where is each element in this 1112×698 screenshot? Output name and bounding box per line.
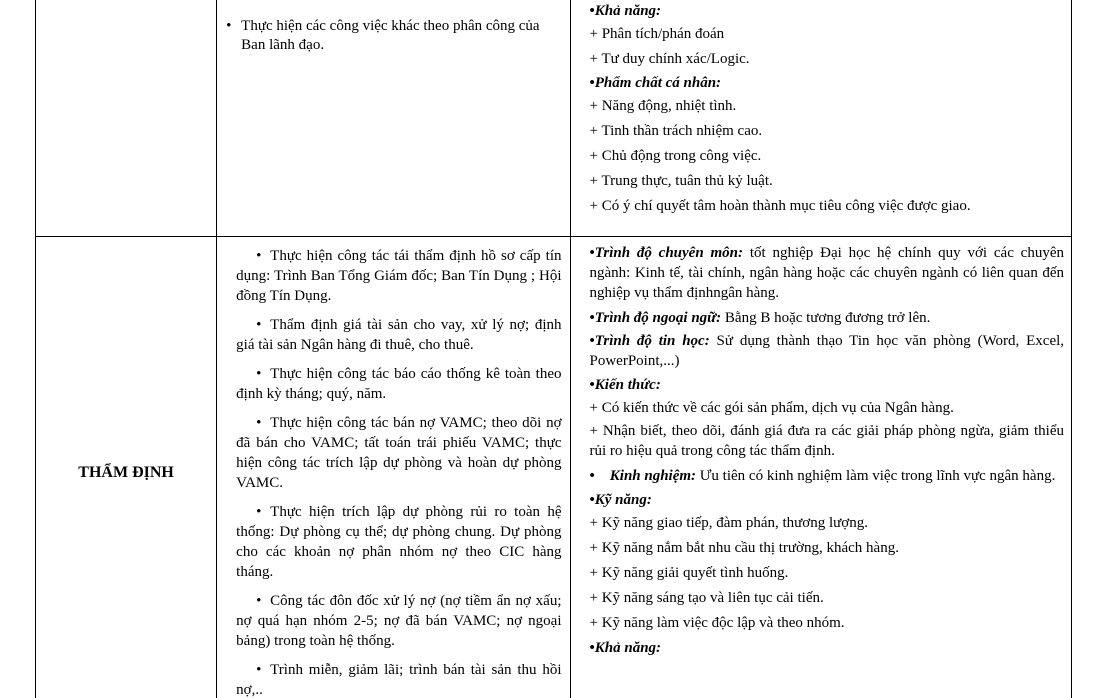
- table-row: [36, 237, 1072, 698]
- it-requirement: •Trình độ tin học: Sử dụng thành thạo Tin học văn phòng (Word, Excel, PowerPoint,...): [589, 333, 1065, 369]
- requirements-cell: [570, 0, 1072, 237]
- requirements-cell: [570, 237, 1072, 698]
- section-heading: •Khả năng:: [589, 3, 662, 19]
- list-item: + Chủ động trong công việc.: [589, 148, 762, 164]
- duties-list: [217, 237, 569, 698]
- list-item: • Công tác đôn đốc xử lý nợ (nợ tiềm ẩn nợ xấu; nợ quá hạn nhóm 2-5; nợ đã bán VAMC; nợ ngoại bảng) trong toàn hệ thống.: [236, 593, 562, 649]
- list-item: + Năng động, nhiệt tình.: [589, 98, 737, 114]
- list-item: + Có kiến thức về các gói sản phẩm, dịch vụ của Ngân hàng.: [589, 400, 954, 416]
- education-requirement: •Trình độ chuyên môn: tốt nghiệp Đại học hệ chính quy với các chuyên ngành: Kinh tế, tài chính, ngân hàng hoặc các chuyên ngành có liên quan đến nghiệp vụ thẩm địnhngân hàng.: [589, 245, 1064, 301]
- list-item: + Trung thực, tuân thủ kỷ luật.: [589, 173, 773, 189]
- section-heading: •Kỹ năng:: [589, 492, 652, 508]
- list-item: • Thẩm định giá tài sản cho vay, xử lý nợ; định giá tài sản Ngân hàng đi thuê, cho thuê.: [236, 317, 562, 353]
- list-item: + Kỹ năng sáng tạo và liên tục cải tiến.: [589, 590, 824, 606]
- list-item: + Kỹ năng giao tiếp, đàm phán, thương lượng.: [589, 515, 868, 531]
- requirements-block: [571, 237, 1072, 659]
- list-item: • Thực hiện các công việc khác theo phân công của Ban lãnh đạo.: [223, 17, 561, 55]
- list-item: + Tinh thần trách nhiệm cao.: [589, 123, 763, 139]
- list-item: + Phân tích/phán đoán: [589, 26, 725, 42]
- section-heading: •Phẩm chất cá nhân:: [589, 75, 722, 91]
- list-item: • Thực hiện trích lập dự phòng rủi ro toàn hệ thống: Dự phòng cụ thể; dự phòng chung. Dự phòng cho các khoản nợ phân nhóm nợ theo CIC hàng tháng.: [236, 504, 562, 580]
- department-cell: [36, 0, 217, 237]
- section-heading: •Khả năng:: [589, 640, 662, 656]
- duties-cell: [217, 0, 570, 237]
- requirements-block: [571, 0, 1072, 219]
- list-item: • Thực hiện công tác tái thẩm định hồ sơ cấp tín dụng: Trình Ban Tổng Giám đốc; Ban Tín Dụng ; Hội đồng Tín Dụng.: [236, 248, 562, 304]
- section-heading: •Kiến thức:: [589, 377, 661, 393]
- list-item: + Kỹ năng làm việc độc lập và theo nhóm.: [589, 615, 845, 631]
- list-item: + Kỹ năng nắm bắt nhu cầu thị trường, khách hàng.: [589, 540, 899, 556]
- duties-list: [217, 0, 569, 55]
- experience-requirement: • Kinh nghiệm: Ưu tiên có kinh nghiệm làm việc trong lĩnh vực ngân hàng.: [589, 468, 1056, 484]
- language-requirement: •Trình độ ngoại ngữ: Bằng B hoặc tương đương trở lên.: [589, 310, 931, 326]
- department-title: THẨM ĐỊNH: [78, 464, 174, 481]
- duties-cell: [217, 237, 570, 698]
- department-cell: [36, 237, 217, 698]
- list-item: • Thực hiện công tác báo cáo thống kê toàn theo định kỳ tháng; quý, năm.: [236, 366, 562, 402]
- list-item: + Tư duy chính xác/Logic.: [589, 51, 750, 67]
- list-item: • Thực hiện công tác bán nợ VAMC; theo dõi nợ đã bán cho VAMC; tất toán trái phiếu VAMC; thực hiện công tác trích lập dự phòng và hoàn dự phòng VAMC.: [236, 415, 562, 491]
- list-item: + Nhận biết, theo dõi, đánh giá đưa ra các giải pháp phòng ngừa, giảm thiểu rủi ro hiệu quả trong công tác thẩm định.: [589, 423, 1064, 459]
- list-item: • Trình miễn, giảm lãi; trình bán tài sản thu hồi nợ,..: [236, 662, 562, 698]
- table-row: [36, 0, 1072, 237]
- list-item: + Kỹ năng giải quyết tình huống.: [589, 565, 789, 581]
- list-item: + Có ý chí quyết tâm hoàn thành mục tiêu công việc được giao.: [589, 198, 971, 214]
- job-description-table: [35, 0, 1072, 698]
